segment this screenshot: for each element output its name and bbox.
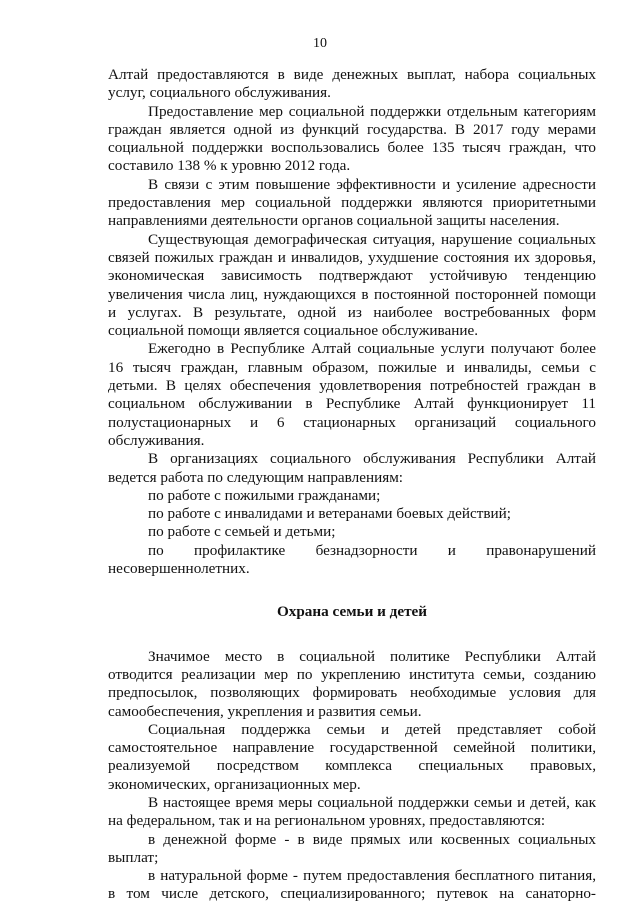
section-title: Охрана семьи и детей — [276, 603, 428, 621]
paragraph: Предоставление мер социальной поддержки отдельным категориям граждан является одной из функций государства. В 2017 году мерами социальной поддержки воспользовались более 135 тысяч граждан, что составило 138 % к уровню 2012 года. — [108, 102, 596, 175]
paragraph: В связи с этим повышение эффективности и усиление адресности предоставления мер социальной поддержки являются приоритетными направлениями деятельности органов социальной защиты населения. — [108, 175, 596, 230]
list-item: по работе с пожилыми гражданами; — [148, 486, 381, 504]
paragraph: В организациях социального обслуживания Республики Алтай ведется работа по следующим направлениям: — [108, 450, 596, 486]
paragraph: Ежегодно в Республике Алтай социальные услуги получают более 16 тысяч граждан, главным образом, пожилые и инвалиды, семьи с детьми. В целях обеспечения удовлетворения потребностей граждан в социальном обслуживании в Республике Алтай функционирует 11 полустационарных и 6 стационарных организаций социального обслуживания. — [108, 340, 596, 449]
paragraph: В настоящее время меры социальной поддержки семьи и детей, как на федеральном, так и на региональном уровнях, предоставляются: — [108, 793, 596, 830]
list-item: по работе с инвалидами и ветеранами боевых действий; — [148, 505, 511, 523]
paragraph: Значимое место в социальной политике Республики Алтай отводится реализации мер по укреплению института семьи, созданию предпосылок, позволяющих формировать необходимые условия для самообеспечения, укрепления и развития семьи. — [108, 647, 596, 720]
list-item: в натуральной форме - путем предоставления бесплатного питания, в том числе детского, специализированного; путевок на санаторно- — [108, 867, 596, 903]
page-number: 10 — [313, 36, 327, 51]
list-item: по профилактике безнадзорности и правонарушений несовершеннолетних. — [108, 541, 596, 578]
list-item: по работе с семьей и детьми; — [148, 523, 336, 541]
paragraph: Социальная поддержка семьи и детей представляет собой самостоятельное направление государственной семейной политики, реализуемой посредством комплекса специальных правовых, экономических, организационных мер. — [108, 720, 596, 793]
paragraph: Алтай предоставляются в виде денежных выплат, набора социальных услуг, социального обслуживания. — [108, 66, 596, 102]
list-item: в денежной форме - в виде прямых или косвенных социальных выплат; — [108, 830, 596, 866]
paragraph: Существующая демографическая ситуация, нарушение социальных связей пожилых граждан и инвалидов, ухудшение состояния их здоровья, экономическая зависимость подтверждают устойчивую тенденцию увеличения числа лиц, нуждающихся в постоянной посторонней помощи и услугах. В результате, одной из наиболее востребованных форм социальной помощи является социальное обслуживание. — [108, 230, 596, 340]
document-body — [108, 66, 596, 904]
